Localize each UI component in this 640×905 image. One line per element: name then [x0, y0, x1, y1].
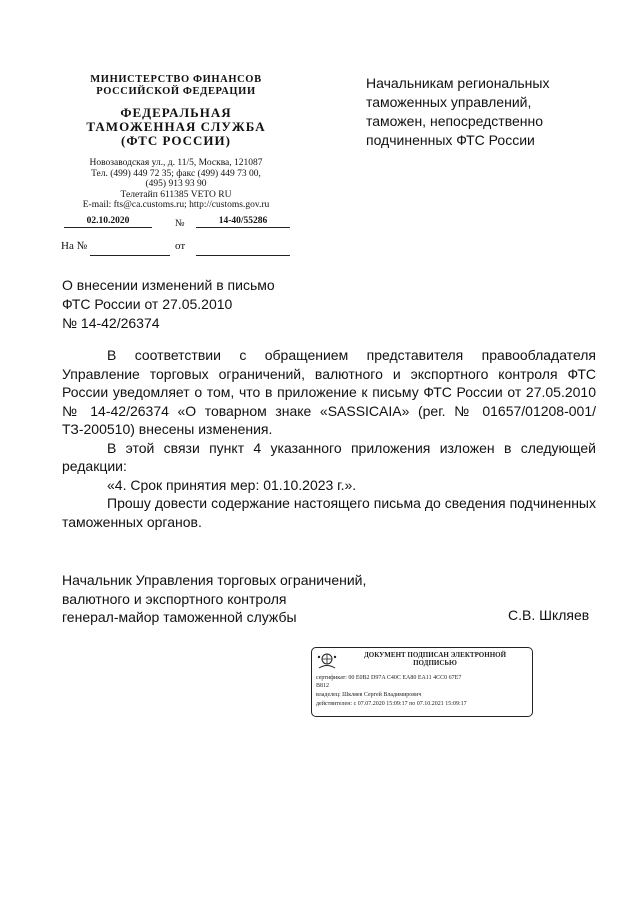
stamp-title — [342, 651, 528, 667]
ref-label: На № — [61, 240, 88, 252]
agency-name-line3: (ФТС РОССИИ) — [121, 133, 231, 148]
addressee-line2: таможенных управлений, — [366, 94, 532, 110]
signer-title — [62, 571, 392, 627]
number-sign: № — [175, 218, 185, 229]
ministry-name-line1: МИНИСТЕРСТВО ФИНАНСОВ — [90, 74, 262, 85]
stamp-title-line2: ПОДПИСЬЮ — [413, 659, 457, 667]
address-line1: Новозаводская ул., д. 11/5, Москва, 121087 — [89, 158, 263, 168]
subject-line2: ФТС России от 27.05.2010 — [62, 296, 233, 312]
phone-line2: (495) 913 93 90 — [145, 179, 207, 189]
addressee-line3: таможен, непосредственно — [366, 113, 544, 129]
e-signature-stamp — [311, 647, 533, 717]
stamp-certificate-line1: сертификат: 00 E0B2 D97A C40C EA80 EA11 4CC0 67E7 — [316, 675, 462, 681]
body-paragraph-4: Прошу довести содержание настоящего письма до сведения подчиненных таможенных органов. — [62, 495, 596, 530]
addressee-block — [366, 74, 596, 150]
body-paragraph-2: В этой связи пункт 4 указанного приложения изложен в следующей редакции: — [62, 439, 596, 474]
addressee-line4: подчиненных ФТС России — [366, 132, 535, 148]
signer-title-line2: валютного и экспортного контроля — [62, 590, 287, 607]
letter-body — [62, 346, 596, 531]
agency-name-line1: ФЕДЕРАЛЬНАЯ — [120, 105, 232, 120]
subject-line3: № 14-42/26374 — [62, 315, 160, 331]
phone-line: Тел. (499) 449 72 35; факс (499) 449 73 00, — [91, 168, 261, 179]
body-paragraph-1: В соответствии с обращением представителя правообладателя Управление торговых ограничений, валютного и экспортного контроля ФТС России уведомляет о том, что в приложение к письму ФТС России от 27.05.2010 № 14-42/26374 «О товарном знаке «SASSICAIA» (рег. № 01657/01208-001/ТЗ-200510) внесены изменения. — [62, 347, 596, 437]
subject-line1: О внесении изменений в письмо — [62, 277, 275, 293]
addressee-line1: Начальникам региональных — [366, 75, 550, 91]
ref-date-blank — [196, 243, 290, 256]
ministry-name-line2: РОССИЙСКОЙ ФЕДЕРАЦИИ — [96, 86, 256, 97]
document-number: 14-40/55286 — [196, 216, 290, 228]
emblem-icon — [316, 651, 338, 671]
signer-title-line3: генерал-майор таможенной службы — [62, 609, 297, 625]
signer-title-line1: Начальник Управления торговых ограничений, — [62, 572, 367, 588]
signer-name: С.В. Шкляев — [508, 607, 590, 623]
email-line: E-mail: fts@ca.customs.ru; http://customs.gov.ru — [82, 200, 270, 210]
body-paragraph-3: «4. Срок принятия мер: 01.10.2023 г.». — [107, 476, 357, 493]
agency-name-line2: ТАМОЖЕННАЯ СЛУЖБА — [86, 119, 266, 134]
stamp-title-line1: ДОКУМЕНТ ПОДПИСАН ЭЛЕКТРОННОЙ — [363, 651, 507, 659]
letterhead — [60, 74, 292, 211]
teletype-line: Телетайп 611385 VETO RU — [120, 189, 232, 200]
document-date: 02.10.2020 — [64, 216, 152, 228]
subject-block — [62, 276, 322, 333]
stamp-validity: действителен: с 07.07.2020 15:09:17 по 07.10.2021 15:09:17 — [316, 701, 467, 707]
from-label: от — [175, 240, 186, 252]
stamp-certificate-line2: B812 — [316, 683, 330, 689]
ref-number-blank — [90, 243, 170, 256]
stamp-owner: владелец: Шкляев Сергей Владимирович — [316, 692, 422, 698]
